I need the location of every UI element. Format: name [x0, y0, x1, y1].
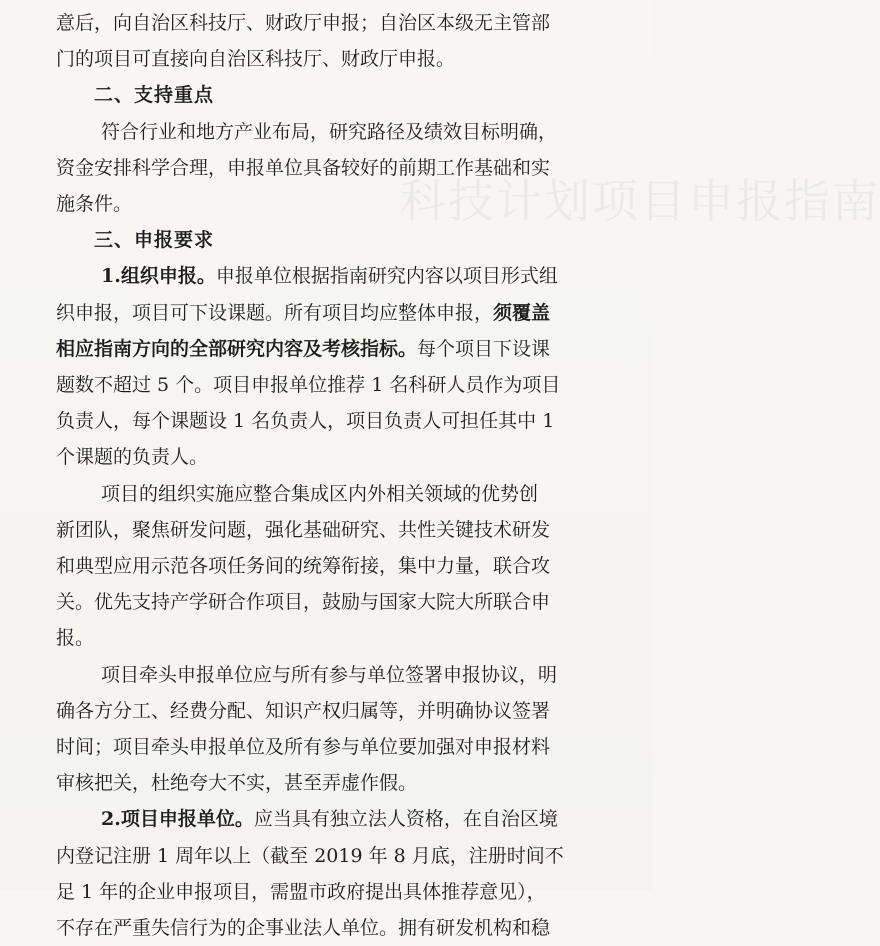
text-line: 相应指南方向的全部研究内容及考核指标。每个项目下设课	[56, 337, 551, 360]
text-line: 不存在严重失信行为的企事业法人单位。拥有研发机构和稳	[56, 917, 551, 940]
text-line: 个课题的负责人。	[56, 446, 209, 469]
bleed-through-text: 科技计划项目申报指南	[400, 174, 880, 228]
section-heading-support-focus: 二、支持重点	[94, 84, 215, 107]
text-line: 施条件。	[56, 193, 133, 216]
text-line: 报。	[56, 627, 95, 650]
paragraph-start: 2.项目申报单位。应当具有独立法人资格，在自治区境	[101, 808, 558, 831]
text-line: 足 1 年的企业申报项目，需盟市政府提出具体推荐意见），	[56, 880, 546, 903]
text-line: 新团队，聚焦研发问题，强化基础研究、共性关键技术研发	[56, 518, 551, 541]
bold-emphasis: 相应指南方向的全部研究内容及考核指标。	[56, 337, 418, 360]
text-line: 题数不超过 5 个。项目申报单位推荐 1 名科研人员作为项目	[56, 374, 561, 397]
text-line: 确各方分工、经费分配、知识产权归属等，并明确协议签署	[56, 699, 551, 722]
document-body	[56, 5, 604, 946]
text-line: 意后，向自治区科技厅、财政厅申报；自治区本级无主管部	[56, 12, 551, 34]
text-line: 审核把关，杜绝夸大不实，甚至弄虚作假。	[56, 772, 418, 795]
bold-lead-applicant: 2.项目申报单位。	[101, 808, 254, 831]
text-line: 和典型应用示范各项任务间的统筹衔接，集中力量，联合攻	[56, 555, 551, 578]
paragraph-start: 符合行业和地方产业布局，研究路径及绩效目标明确，	[101, 120, 558, 143]
text-line: 负责人，每个课题设 1 名负责人，项目负责人可担任其中 1	[56, 410, 555, 433]
text-line: 门的项目可直接向自治区科技厅、财政厅申报。	[56, 48, 456, 71]
text-line: 内登记注册 1 周年以上（截至 2019 年 8 月底，注册时间不	[56, 844, 564, 867]
text-line: 资金安排科学合理，申报单位具备较好的前期工作基础和实	[56, 156, 551, 179]
paragraph-start: 项目的组织实施应整合集成区内外相关领域的优势创	[101, 482, 539, 505]
text-line: 关。优先支持产学研合作项目，鼓励与国家大院大所联合申	[56, 591, 551, 614]
bold-emphasis: 须覆盖	[493, 301, 551, 324]
text-line: 织申报，项目可下设课题。所有项目均应整体申报，须覆盖	[56, 301, 551, 324]
bold-lead-organize: 1.组织申报。	[101, 265, 216, 288]
paragraph-start: 项目牵头申报单位应与所有参与单位签署申报协议，明	[101, 663, 558, 686]
section-heading-requirements: 三、申报要求	[94, 229, 215, 252]
paragraph-start: 1.组织申报。申报单位根据指南研究内容以项目形式组	[101, 265, 558, 288]
text-line: 时间；项目牵头申报单位及所有参与单位要加强对申报材料	[56, 736, 551, 759]
